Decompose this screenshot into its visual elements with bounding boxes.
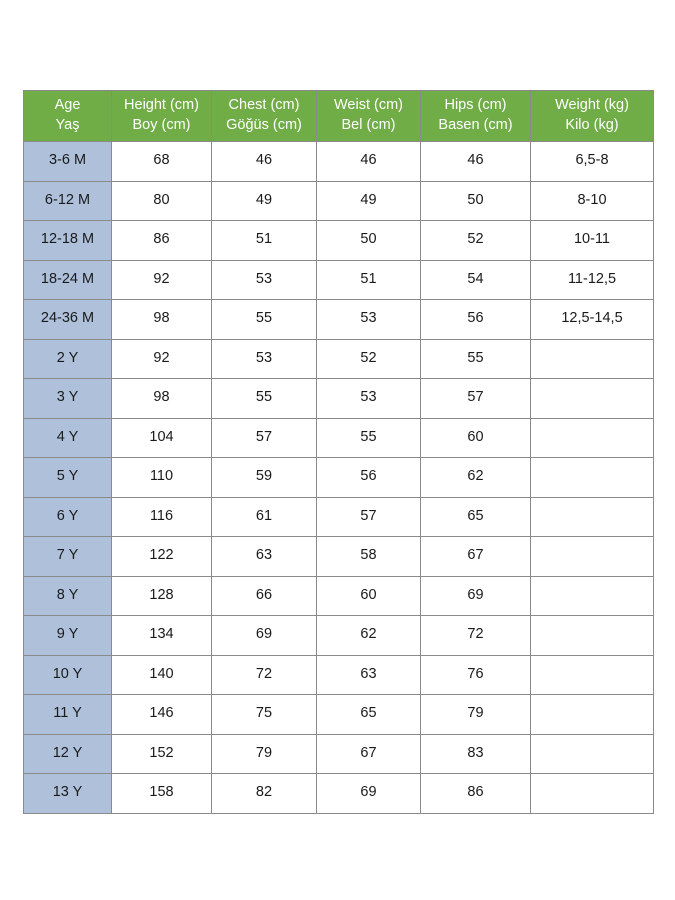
header-row (24, 91, 654, 142)
cell-weight: 12,5-14,5 (531, 300, 654, 340)
cell-weist: 53 (317, 379, 421, 419)
cell-age: 5 Y (24, 458, 112, 498)
cell-weight (531, 339, 654, 379)
cell-chest: 61 (212, 497, 317, 537)
cell-hips: 79 (421, 695, 531, 735)
cell-age: 3 Y (24, 379, 112, 419)
size-chart-table (23, 90, 654, 814)
column-header-height (112, 91, 212, 142)
cell-weist: 67 (317, 734, 421, 774)
cell-height: 116 (112, 497, 212, 537)
cell-chest: 63 (212, 537, 317, 577)
cell-height: 122 (112, 537, 212, 577)
column-header-weist-tr: Bel (cm) (341, 117, 396, 133)
table-row (24, 181, 654, 221)
cell-age: 18-24 M (24, 260, 112, 300)
cell-hips: 76 (421, 655, 531, 695)
table-row (24, 695, 654, 735)
cell-weist: 65 (317, 695, 421, 735)
cell-hips: 72 (421, 616, 531, 656)
cell-age: 2 Y (24, 339, 112, 379)
cell-hips: 62 (421, 458, 531, 498)
table-header (24, 91, 654, 142)
cell-weight (531, 458, 654, 498)
cell-age: 8 Y (24, 576, 112, 616)
cell-chest: 53 (212, 339, 317, 379)
cell-chest: 75 (212, 695, 317, 735)
cell-age: 11 Y (24, 695, 112, 735)
cell-weight (531, 537, 654, 577)
table-row (24, 418, 654, 458)
cell-age: 6-12 M (24, 181, 112, 221)
cell-weight (531, 576, 654, 616)
cell-chest: 55 (212, 300, 317, 340)
table-row (24, 339, 654, 379)
cell-hips: 50 (421, 181, 531, 221)
cell-height: 92 (112, 260, 212, 300)
cell-weight: 8-10 (531, 181, 654, 221)
table-row (24, 221, 654, 261)
cell-weist: 55 (317, 418, 421, 458)
column-header-weist (317, 91, 421, 142)
cell-age: 24-36 M (24, 300, 112, 340)
cell-height: 140 (112, 655, 212, 695)
cell-weist: 58 (317, 537, 421, 577)
cell-age: 3-6 M (24, 142, 112, 182)
cell-weist: 46 (317, 142, 421, 182)
cell-weist: 69 (317, 774, 421, 814)
cell-chest: 82 (212, 774, 317, 814)
column-header-chest (212, 91, 317, 142)
cell-weist: 49 (317, 181, 421, 221)
cell-hips: 56 (421, 300, 531, 340)
table-row (24, 260, 654, 300)
cell-chest: 79 (212, 734, 317, 774)
table-row (24, 734, 654, 774)
table-row (24, 458, 654, 498)
cell-age: 12-18 M (24, 221, 112, 261)
column-header-age-tr: Yaş (55, 117, 80, 133)
cell-weist: 51 (317, 260, 421, 300)
cell-height: 68 (112, 142, 212, 182)
column-header-age (24, 91, 112, 142)
cell-weight (531, 497, 654, 537)
table-row (24, 300, 654, 340)
table-row (24, 537, 654, 577)
cell-chest: 51 (212, 221, 317, 261)
table-body (24, 142, 654, 814)
cell-height: 146 (112, 695, 212, 735)
cell-chest: 53 (212, 260, 317, 300)
cell-age: 13 Y (24, 774, 112, 814)
cell-weight (531, 734, 654, 774)
cell-chest: 55 (212, 379, 317, 419)
cell-hips: 69 (421, 576, 531, 616)
cell-weight (531, 418, 654, 458)
cell-weight (531, 774, 654, 814)
cell-hips: 65 (421, 497, 531, 537)
column-header-chest-en: Chest (cm) (228, 97, 300, 114)
column-header-hips-tr: Basen (cm) (438, 117, 513, 133)
column-header-hips-en: Hips (cm) (444, 97, 507, 114)
cell-weight: 10-11 (531, 221, 654, 261)
cell-weight (531, 655, 654, 695)
cell-chest: 69 (212, 616, 317, 656)
cell-hips: 46 (421, 142, 531, 182)
cell-height: 158 (112, 774, 212, 814)
cell-hips: 55 (421, 339, 531, 379)
table-row (24, 379, 654, 419)
cell-chest: 46 (212, 142, 317, 182)
cell-height: 110 (112, 458, 212, 498)
cell-chest: 59 (212, 458, 317, 498)
cell-hips: 52 (421, 221, 531, 261)
column-header-weight-en: Weight (kg) (555, 97, 629, 114)
cell-weight: 11-12,5 (531, 260, 654, 300)
table-row (24, 576, 654, 616)
cell-weight (531, 616, 654, 656)
table-row (24, 774, 654, 814)
cell-height: 86 (112, 221, 212, 261)
cell-chest: 66 (212, 576, 317, 616)
cell-height: 134 (112, 616, 212, 656)
cell-weist: 62 (317, 616, 421, 656)
column-header-weight-tr: Kilo (kg) (565, 117, 619, 133)
table-row (24, 142, 654, 182)
size-chart-container (23, 90, 653, 814)
cell-weist: 53 (317, 300, 421, 340)
table-row (24, 497, 654, 537)
cell-height: 104 (112, 418, 212, 458)
cell-hips: 57 (421, 379, 531, 419)
cell-height: 128 (112, 576, 212, 616)
cell-weist: 63 (317, 655, 421, 695)
table-row (24, 655, 654, 695)
cell-hips: 54 (421, 260, 531, 300)
table-row (24, 616, 654, 656)
cell-weist: 52 (317, 339, 421, 379)
cell-chest: 49 (212, 181, 317, 221)
cell-weight: 6,5-8 (531, 142, 654, 182)
cell-chest: 72 (212, 655, 317, 695)
cell-height: 92 (112, 339, 212, 379)
cell-weist: 57 (317, 497, 421, 537)
column-header-chest-tr: Göğüs (cm) (226, 117, 302, 133)
cell-height: 80 (112, 181, 212, 221)
column-header-weist-en: Weist (cm) (333, 97, 403, 114)
cell-age: 9 Y (24, 616, 112, 656)
cell-height: 98 (112, 300, 212, 340)
cell-age: 7 Y (24, 537, 112, 577)
cell-age: 12 Y (24, 734, 112, 774)
column-header-height-tr: Boy (cm) (132, 117, 191, 133)
cell-hips: 67 (421, 537, 531, 577)
cell-weist: 56 (317, 458, 421, 498)
column-header-age-en: Age (54, 97, 81, 114)
column-header-weight (531, 91, 654, 142)
cell-age: 4 Y (24, 418, 112, 458)
cell-hips: 60 (421, 418, 531, 458)
cell-height: 98 (112, 379, 212, 419)
cell-chest: 57 (212, 418, 317, 458)
cell-weight (531, 379, 654, 419)
column-header-height-en: Height (cm) (124, 97, 199, 114)
cell-weist: 60 (317, 576, 421, 616)
column-header-hips (421, 91, 531, 142)
cell-hips: 86 (421, 774, 531, 814)
cell-weight (531, 695, 654, 735)
cell-weist: 50 (317, 221, 421, 261)
cell-hips: 83 (421, 734, 531, 774)
cell-age: 10 Y (24, 655, 112, 695)
cell-age: 6 Y (24, 497, 112, 537)
cell-height: 152 (112, 734, 212, 774)
